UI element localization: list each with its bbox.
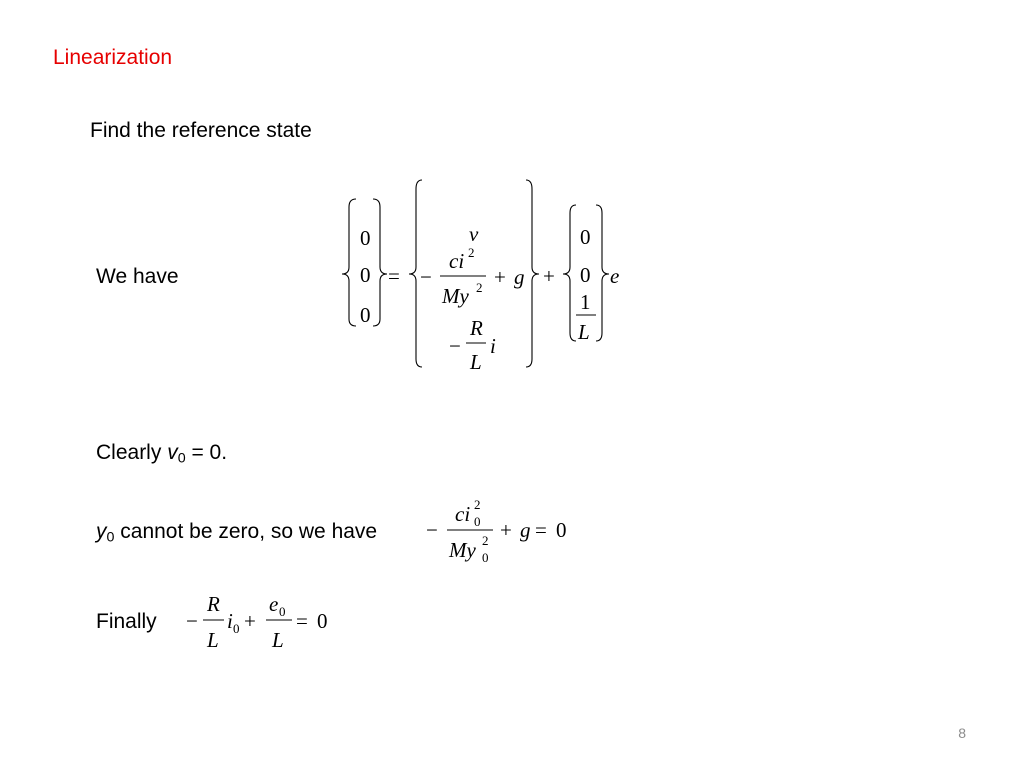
svg-text:−: − (420, 265, 432, 289)
svg-text:L: L (578, 320, 590, 344)
equilibrium-i-equation (182, 590, 342, 655)
svg-text:ci: ci (449, 249, 465, 273)
b-left-brace (563, 205, 576, 341)
finally-label: Finally (96, 610, 157, 633)
svg-text:v: v (469, 222, 479, 246)
svg-text:ci: ci (455, 502, 471, 526)
svg-text:=: = (535, 518, 547, 542)
svg-text:0: 0 (580, 225, 591, 249)
svg-text:L: L (470, 350, 482, 374)
svg-text:0: 0 (482, 550, 489, 565)
svg-text:+: + (244, 609, 256, 633)
svg-text:g: g (514, 265, 525, 289)
svg-text:0: 0 (233, 621, 240, 636)
f-right-brace (526, 180, 539, 367)
we-have-label: We have (96, 265, 179, 288)
svg-text:−: − (449, 334, 461, 358)
slide-title: Linearization (53, 46, 173, 69)
svg-text:0: 0 (474, 514, 481, 529)
svg-text:+: + (494, 265, 506, 289)
equilibrium-y-equation (420, 495, 580, 570)
clearly-sub: 0 (177, 450, 186, 467)
svg-text:i: i (227, 609, 233, 633)
clearly-var: v (167, 441, 178, 464)
y0-sub: 0 (106, 529, 115, 546)
svg-text:R: R (470, 316, 483, 340)
svg-text:g: g (520, 518, 531, 542)
svg-text:+: + (543, 264, 555, 288)
clearly-suffix: = 0. (185, 441, 228, 464)
svg-text:2: 2 (476, 280, 483, 295)
subtitle: Find the reference state (90, 119, 312, 142)
b-right-brace (596, 205, 609, 341)
y0-var: y (96, 520, 107, 543)
svg-text:1: 1 (580, 290, 591, 314)
state-equation (340, 175, 630, 375)
svg-text:L: L (207, 628, 219, 652)
svg-text:0: 0 (360, 263, 371, 287)
svg-text:−: − (186, 609, 198, 633)
svg-text:L: L (272, 628, 284, 652)
svg-text:0: 0 (580, 263, 591, 287)
y0-line (96, 520, 377, 544)
page-number: 8 (958, 725, 966, 741)
svg-text:0: 0 (556, 518, 567, 542)
svg-text:i: i (490, 334, 496, 358)
svg-text:=: = (388, 264, 400, 288)
svg-text:−: − (426, 518, 438, 542)
svg-text:0: 0 (317, 609, 328, 633)
svg-text:My: My (449, 538, 476, 562)
clearly-prefix: Clearly (96, 441, 168, 464)
svg-text:e: e (610, 264, 620, 288)
y0-suffix: cannot be zero, so we have (114, 520, 378, 543)
svg-text:=: = (296, 609, 308, 633)
svg-text:2: 2 (474, 497, 481, 512)
svg-text:0: 0 (360, 303, 371, 327)
svg-text:My: My (442, 284, 469, 308)
svg-text:R: R (207, 592, 220, 616)
svg-text:2: 2 (482, 533, 489, 548)
svg-text:0: 0 (279, 604, 286, 619)
clearly-line (96, 441, 227, 465)
lhs-left-brace (342, 199, 356, 326)
lhs-right-brace (373, 199, 387, 326)
svg-text:2: 2 (468, 245, 475, 260)
lhs-0: 0 (360, 226, 371, 250)
svg-text:+: + (500, 518, 512, 542)
svg-text:e: e (269, 592, 279, 616)
